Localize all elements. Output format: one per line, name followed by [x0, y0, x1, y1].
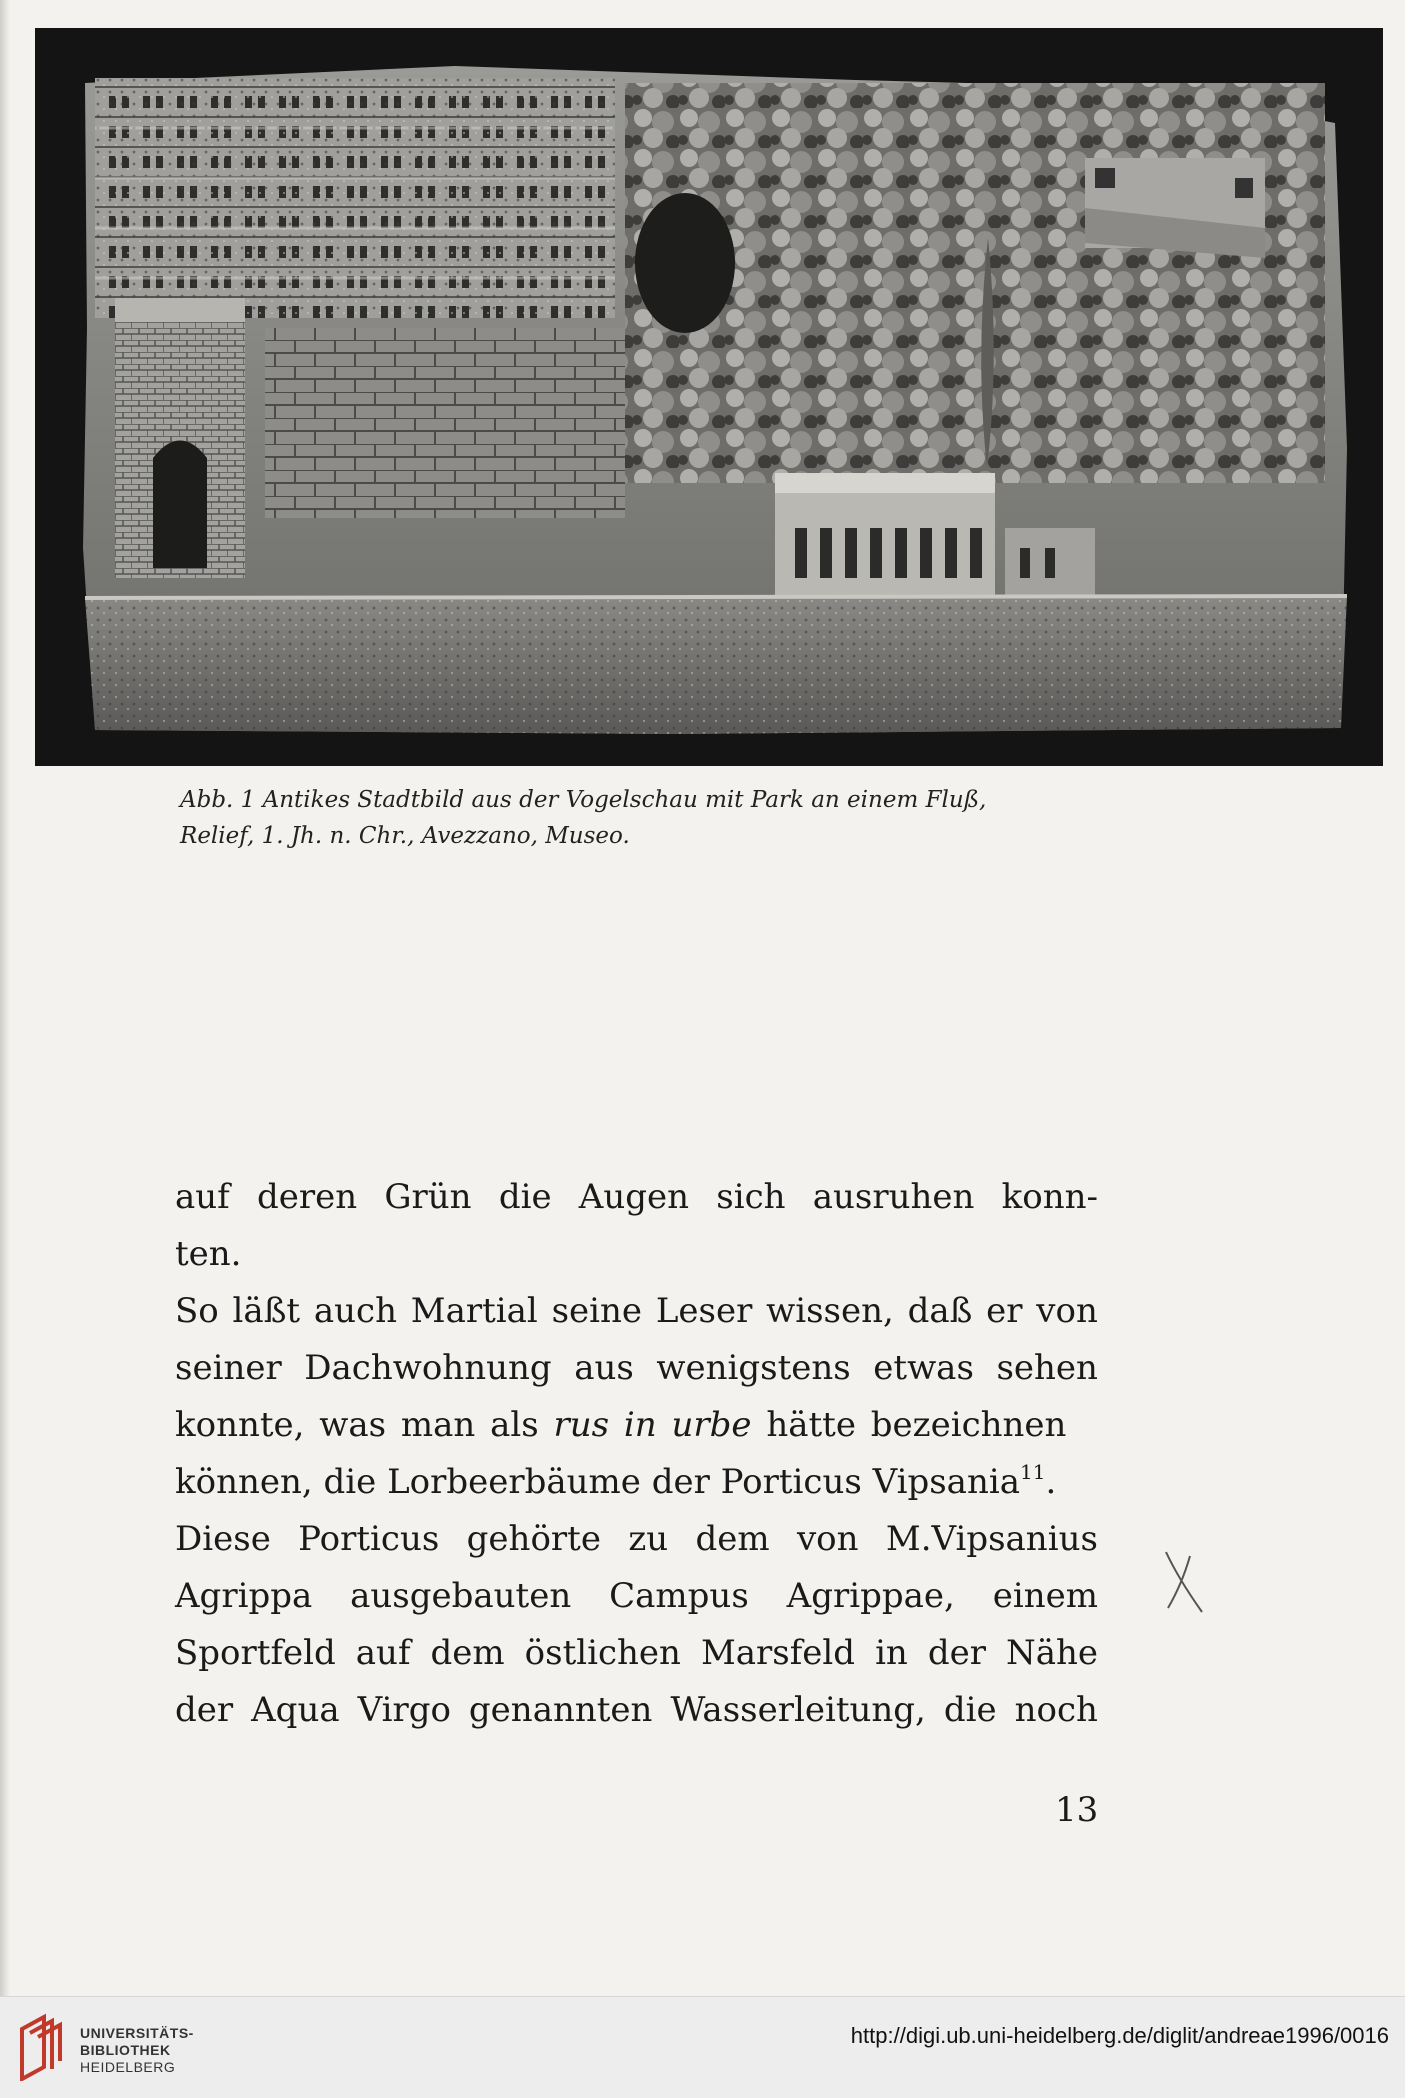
- text-line-5: konnte, was man als rus in urbe hätte bezeichnen: [175, 1405, 1067, 1445]
- text-line-8: Agrippa ausgebauten Campus Agrippae, einem: [175, 1576, 1098, 1616]
- body-text: [175, 1169, 1098, 1739]
- figure-caption: [180, 782, 1120, 854]
- footnote-marker: 11: [1020, 1460, 1046, 1484]
- text-line-3: So läßt auch Martial seine Leser wissen, daß er von: [175, 1291, 1098, 1331]
- relief-image: [35, 28, 1383, 766]
- page-number: 13: [1055, 1790, 1099, 1830]
- footer-bar: [0, 1996, 1405, 2098]
- library-logo-icon[interactable]: [14, 2009, 70, 2081]
- library-name[interactable]: UNIVERSITÄTS- BIBLIOTHEK HEIDELBERG: [80, 2025, 194, 2075]
- text-line-4: seiner Dachwohnung aus wenigstens etwas sehen: [175, 1348, 1098, 1388]
- text-line-1: auf deren Grün die Augen sich ausruhen konn-: [175, 1177, 1098, 1217]
- text-line-6: können, die Lorbeerbäume der Porticus Vipsania$^{11}$.: [175, 1460, 1057, 1502]
- handwritten-margin-mark: [1160, 1548, 1210, 1622]
- caption-line-1: Abb. 1 Antikes Stadtbild aus der Vogelschau mit Park an einem Fluß,: [180, 787, 987, 813]
- page-binding-edge: [0, 0, 10, 1996]
- document-url-link[interactable]: http://digi.ub.uni-heidelberg.de/diglit/andreae1996/0016: [850, 2023, 1389, 2048]
- italic-phrase: rus in urbe: [553, 1405, 752, 1445]
- text-line-7: Diese Porticus gehörte zu dem von M.Vipsanius: [175, 1519, 1098, 1559]
- caption-line-2: Relief, 1. Jh. n. Chr., Avezzano, Museo.: [180, 823, 630, 849]
- text-line-2: ten.: [175, 1234, 242, 1274]
- relief-figure: [35, 28, 1383, 766]
- text-line-10: der Aqua Virgo genannten Wasserleitung, die noch: [175, 1690, 1098, 1730]
- text-line-9: Sportfeld auf dem östlichen Marsfeld in der Nähe: [175, 1633, 1098, 1673]
